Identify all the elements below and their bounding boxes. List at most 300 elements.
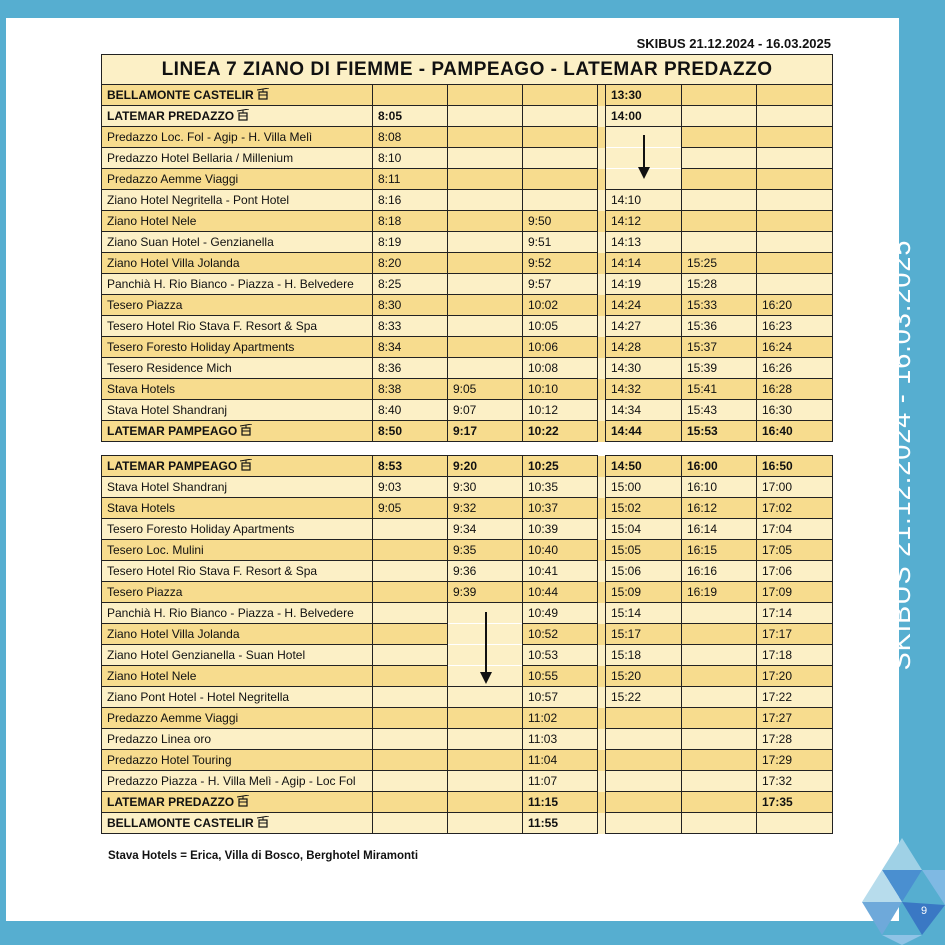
departure-time — [682, 127, 757, 148]
departure-time: 8:20 — [373, 253, 448, 274]
departure-time: 10:35 — [523, 477, 598, 498]
timetable-row — [102, 624, 833, 645]
column-gap — [598, 561, 606, 582]
departure-time — [606, 813, 682, 834]
departure-time — [606, 771, 682, 792]
departure-time — [448, 85, 523, 106]
departure-time: 15:20 — [606, 666, 682, 687]
departure-time: 9:03 — [373, 477, 448, 498]
departure-time: 17:28 — [757, 729, 833, 750]
departure-time: 10:37 — [523, 498, 598, 519]
departure-time: 17:09 — [757, 582, 833, 603]
stop-label: Tesero Loc. Mulini — [107, 543, 204, 557]
timetable-row — [102, 421, 833, 442]
timetable-row — [102, 379, 833, 400]
departure-time: 15:02 — [606, 498, 682, 519]
timetable-row — [102, 274, 833, 295]
departure-time: 17:29 — [757, 750, 833, 771]
departure-time: 10:55 — [523, 666, 598, 687]
timetable-row — [102, 813, 833, 834]
departure-time — [448, 106, 523, 127]
timetable-row — [102, 127, 833, 148]
departure-time: 16:20 — [757, 295, 833, 316]
stop-name — [102, 190, 373, 211]
departure-time: 9:51 — [523, 232, 598, 253]
departure-time — [373, 645, 448, 666]
stop-name — [102, 687, 373, 708]
stop-label: Ziano Suan Hotel - Genzianella — [107, 235, 274, 249]
stop-label: Ziano Hotel Genzianella - Suan Hotel — [107, 648, 306, 662]
column-gap — [598, 400, 606, 421]
departure-time: 17:27 — [757, 708, 833, 729]
column-gap — [598, 666, 606, 687]
stop-label: Tesero Foresto Holiday Apartments — [107, 522, 295, 536]
departure-time: 9:39 — [448, 582, 523, 603]
departure-time — [682, 750, 757, 771]
timetable-row — [102, 540, 833, 561]
departure-time: 14:50 — [606, 456, 682, 477]
departure-time: 15:22 — [606, 687, 682, 708]
departure-time: 17:04 — [757, 519, 833, 540]
departure-time: 11:55 — [523, 813, 598, 834]
departure-time: 15:39 — [682, 358, 757, 379]
departure-time — [523, 190, 598, 211]
timetable-row — [102, 358, 833, 379]
departure-time: 16:14 — [682, 519, 757, 540]
departure-time: 17:00 — [757, 477, 833, 498]
departure-time — [757, 85, 833, 106]
departure-time — [448, 211, 523, 232]
column-gap — [598, 729, 606, 750]
departure-time: 10:25 — [523, 456, 598, 477]
column-gap — [598, 519, 606, 540]
departure-time: 8:25 — [373, 274, 448, 295]
departure-time: 8:36 — [373, 358, 448, 379]
departure-time — [757, 274, 833, 295]
column-gap — [598, 358, 606, 379]
stop-label: Ziano Hotel Villa Jolanda — [107, 627, 240, 641]
departure-time — [448, 253, 523, 274]
timetable-row — [102, 337, 833, 358]
departure-time — [682, 792, 757, 813]
departure-time — [606, 729, 682, 750]
departure-time: 14:32 — [606, 379, 682, 400]
departure-time: 16:24 — [757, 337, 833, 358]
stop-name — [102, 211, 373, 232]
timetable-row — [102, 771, 833, 792]
column-gap — [598, 211, 606, 232]
bottom-frame-band — [0, 921, 945, 945]
departure-time: 10:53 — [523, 645, 598, 666]
stop-label: LATEMAR PREDAZZO — [107, 109, 235, 123]
stop-name — [102, 316, 373, 337]
timetable-row — [102, 708, 833, 729]
column-gap — [598, 148, 606, 169]
departure-time: 8:11 — [373, 169, 448, 190]
timetable-row — [102, 729, 833, 750]
stop-name — [102, 85, 373, 106]
departure-time: 9:52 — [523, 253, 598, 274]
departure-time: 15:25 — [682, 253, 757, 274]
stop-label: Ziano Hotel Nele — [107, 214, 197, 228]
departure-time — [606, 792, 682, 813]
departure-time: 8:05 — [373, 106, 448, 127]
stop-label: Ziano Pont Hotel - Hotel Negritella — [107, 690, 290, 704]
departure-time: 15:05 — [606, 540, 682, 561]
column-gap — [598, 687, 606, 708]
departure-time: 15:14 — [606, 603, 682, 624]
departure-time: 15:36 — [682, 316, 757, 337]
departure-time — [448, 687, 523, 708]
stop-label: Stava Hotels — [107, 501, 176, 515]
column-gap — [598, 379, 606, 400]
stop-name — [102, 358, 373, 379]
departure-time: 14:27 — [606, 316, 682, 337]
timetable-row — [102, 687, 833, 708]
cable-car-icon — [240, 459, 252, 471]
departure-time — [448, 148, 523, 169]
departure-time: 8:19 — [373, 232, 448, 253]
departure-time: 17:18 — [757, 645, 833, 666]
departure-time: 10:10 — [523, 379, 598, 400]
departure-time — [682, 85, 757, 106]
stop-name — [102, 582, 373, 603]
departure-time: 14:34 — [606, 400, 682, 421]
departure-time — [373, 729, 448, 750]
departure-time: 10:12 — [523, 400, 598, 421]
departure-time — [757, 127, 833, 148]
departure-time — [682, 813, 757, 834]
stop-name — [102, 148, 373, 169]
outbound-timetable — [101, 54, 833, 442]
stop-name — [102, 477, 373, 498]
departure-time: 15:33 — [682, 295, 757, 316]
departure-time — [448, 729, 523, 750]
departure-time — [682, 708, 757, 729]
departure-time — [448, 771, 523, 792]
departure-time: 14:12 — [606, 211, 682, 232]
cable-car-icon — [237, 109, 249, 121]
departure-time — [606, 708, 682, 729]
departure-time — [757, 190, 833, 211]
stop-name — [102, 519, 373, 540]
stop-name — [102, 708, 373, 729]
departure-time: 9:05 — [448, 379, 523, 400]
departure-time: 16:12 — [682, 498, 757, 519]
side-validity-label: SKIBUS 21.12.2024 - 16.03.2025 — [886, 239, 916, 671]
departure-time: 8:40 — [373, 400, 448, 421]
stop-label: Stava Hotels — [107, 382, 176, 396]
departure-time — [682, 603, 757, 624]
column-gap — [598, 750, 606, 771]
departure-time: 15:09 — [606, 582, 682, 603]
stop-label: Tesero Piazza — [107, 585, 183, 599]
stop-label: Predazzo Loc. Fol - Agip - H. Villa Melì — [107, 130, 313, 144]
departure-time — [682, 771, 757, 792]
departure-time: 17:20 — [757, 666, 833, 687]
column-gap — [598, 337, 606, 358]
column-gap — [598, 771, 606, 792]
timetable-row — [102, 316, 833, 337]
timetable-row — [102, 561, 833, 582]
departure-time: 16:19 — [682, 582, 757, 603]
departure-time: 10:41 — [523, 561, 598, 582]
timetable-row — [102, 582, 833, 603]
stop-name — [102, 561, 373, 582]
departure-time: 10:57 — [523, 687, 598, 708]
timetable-row — [102, 666, 833, 687]
departure-time — [373, 540, 448, 561]
column-gap — [598, 253, 606, 274]
stop-label: Stava Hotel Shandranj — [107, 480, 228, 494]
column-gap — [598, 295, 606, 316]
timetable-row — [102, 169, 833, 190]
departure-time: 16:15 — [682, 540, 757, 561]
departure-time — [373, 771, 448, 792]
timetable-title: LINEA 7 ZIANO DI FIEMME - PAMPEAGO - LATEMAR PREDAZZO — [102, 55, 833, 85]
return-timetable — [101, 455, 833, 834]
timetable-row — [102, 295, 833, 316]
departure-time: 15:37 — [682, 337, 757, 358]
departure-time — [682, 169, 757, 190]
departure-time: 15:53 — [682, 421, 757, 442]
departure-time: 17:14 — [757, 603, 833, 624]
departure-time — [682, 624, 757, 645]
stop-name — [102, 792, 373, 813]
departure-time — [373, 561, 448, 582]
timetable-row — [102, 400, 833, 421]
departure-time: 17:22 — [757, 687, 833, 708]
departure-time: 15:04 — [606, 519, 682, 540]
column-gap — [598, 603, 606, 624]
stop-label: Tesero Foresto Holiday Apartments — [107, 340, 295, 354]
departure-time: 13:30 — [606, 85, 682, 106]
departure-time: 8:30 — [373, 295, 448, 316]
departure-time: 17:05 — [757, 540, 833, 561]
departure-time: 15:00 — [606, 477, 682, 498]
departure-time — [448, 274, 523, 295]
stop-name — [102, 169, 373, 190]
departure-time: 14:24 — [606, 295, 682, 316]
departure-time: 15:28 — [682, 274, 757, 295]
validity-header: SKIBUS 21.12.2024 - 16.03.2025 — [636, 36, 831, 51]
stop-name — [102, 729, 373, 750]
timetable-row — [102, 498, 833, 519]
stop-name — [102, 379, 373, 400]
column-gap — [598, 316, 606, 337]
departure-time — [757, 169, 833, 190]
departure-time: 14:13 — [606, 232, 682, 253]
departure-time — [523, 148, 598, 169]
departure-time: 14:00 — [606, 106, 682, 127]
stop-label: Predazzo Linea oro — [107, 732, 212, 746]
departure-time: 16:23 — [757, 316, 833, 337]
column-gap — [598, 190, 606, 211]
timetable-row — [102, 106, 833, 127]
stop-name — [102, 127, 373, 148]
cable-car-icon — [257, 816, 269, 828]
column-gap — [598, 274, 606, 295]
departure-time: 16:30 — [757, 400, 833, 421]
departure-time: 8:16 — [373, 190, 448, 211]
timetable-row — [102, 477, 833, 498]
stop-label: LATEMAR PAMPEAGO — [107, 459, 238, 473]
departure-time — [682, 666, 757, 687]
stop-label: Stava Hotel Shandranj — [107, 403, 228, 417]
stop-label: LATEMAR PREDAZZO — [107, 795, 235, 809]
timetable-row — [102, 253, 833, 274]
departure-time — [448, 169, 523, 190]
column-gap — [598, 624, 606, 645]
stop-name — [102, 603, 373, 624]
departure-time: 11:07 — [523, 771, 598, 792]
departure-time — [373, 687, 448, 708]
departure-time — [682, 687, 757, 708]
departure-time: 8:38 — [373, 379, 448, 400]
stop-name — [102, 624, 373, 645]
stop-label: Predazzo Aemme Viaggi — [107, 172, 239, 186]
departure-time — [373, 708, 448, 729]
departure-time: 14:19 — [606, 274, 682, 295]
departure-time — [448, 295, 523, 316]
departure-time: 14:14 — [606, 253, 682, 274]
departure-time: 16:00 — [682, 456, 757, 477]
column-gap — [598, 127, 606, 148]
stop-label: Panchià H. Rio Bianco - Piazza - H. Belvedere — [107, 277, 354, 291]
stop-name — [102, 498, 373, 519]
timetable-row — [102, 211, 833, 232]
left-frame-band — [0, 0, 6, 945]
stop-label: LATEMAR PAMPEAGO — [107, 424, 238, 438]
departure-time: 9:57 — [523, 274, 598, 295]
stop-label: Predazzo Piazza - H. Villa Melì - Agip - Loc Fol — [107, 774, 356, 788]
timetable-row — [102, 792, 833, 813]
departure-time — [682, 106, 757, 127]
top-frame-band — [0, 0, 945, 18]
departure-time — [448, 358, 523, 379]
column-gap — [598, 169, 606, 190]
timetable-row — [102, 85, 833, 106]
stop-name — [102, 750, 373, 771]
departure-time — [757, 232, 833, 253]
departure-time — [448, 750, 523, 771]
stop-name — [102, 295, 373, 316]
triangle-pattern-decoration — [860, 830, 945, 945]
departure-time — [757, 148, 833, 169]
departure-time — [448, 232, 523, 253]
stop-name — [102, 106, 373, 127]
column-gap — [598, 792, 606, 813]
departure-time — [757, 253, 833, 274]
column-gap — [598, 645, 606, 666]
departure-time — [373, 603, 448, 624]
departure-time — [682, 211, 757, 232]
departure-time — [373, 582, 448, 603]
stop-label: Predazzo Hotel Touring — [107, 753, 232, 767]
arrow-down-icon — [633, 133, 655, 183]
cable-car-icon — [237, 795, 249, 807]
page-number: 9 — [920, 905, 928, 917]
departure-time: 10:05 — [523, 316, 598, 337]
departure-time — [682, 645, 757, 666]
departure-time: 11:15 — [523, 792, 598, 813]
stop-label: Ziano Hotel Nele — [107, 669, 197, 683]
departure-time — [448, 708, 523, 729]
departure-time: 9:30 — [448, 477, 523, 498]
stop-label: Tesero Hotel Rio Stava F. Resort & Spa — [107, 319, 318, 333]
timetable-row — [102, 190, 833, 211]
departure-time — [682, 148, 757, 169]
timetable-row — [102, 232, 833, 253]
departure-time — [448, 813, 523, 834]
column-gap — [598, 477, 606, 498]
departure-time — [757, 106, 833, 127]
timetable-row — [102, 645, 833, 666]
stop-name — [102, 337, 373, 358]
departure-time: 9:05 — [373, 498, 448, 519]
arrow-down-icon — [475, 610, 497, 688]
departure-time — [682, 232, 757, 253]
departure-time — [448, 190, 523, 211]
cable-car-icon — [240, 424, 252, 436]
departure-time — [606, 750, 682, 771]
departure-time: 10:08 — [523, 358, 598, 379]
departure-time: 10:06 — [523, 337, 598, 358]
departure-time: 16:10 — [682, 477, 757, 498]
departure-time — [448, 316, 523, 337]
cable-car-icon — [257, 88, 269, 100]
departure-time: 10:22 — [523, 421, 598, 442]
departure-time: 10:02 — [523, 295, 598, 316]
departure-time: 16:40 — [757, 421, 833, 442]
departure-time — [373, 624, 448, 645]
stop-name — [102, 456, 373, 477]
departure-time — [448, 127, 523, 148]
departure-time: 16:50 — [757, 456, 833, 477]
timetable-row — [102, 148, 833, 169]
departure-time: 8:34 — [373, 337, 448, 358]
departure-time — [757, 813, 833, 834]
departure-time: 8:50 — [373, 421, 448, 442]
departure-time: 9:34 — [448, 519, 523, 540]
column-gap — [598, 708, 606, 729]
departure-time — [523, 106, 598, 127]
departure-time — [448, 792, 523, 813]
stop-label: Panchià H. Rio Bianco - Piazza - H. Belvedere — [107, 606, 354, 620]
stop-name — [102, 274, 373, 295]
departure-time: 11:04 — [523, 750, 598, 771]
departure-time: 8:08 — [373, 127, 448, 148]
departure-time: 9:50 — [523, 211, 598, 232]
timetable-row — [102, 519, 833, 540]
stop-label: Ziano Hotel Negritella - Pont Hotel — [107, 193, 290, 207]
departure-time — [373, 85, 448, 106]
column-gap — [598, 106, 606, 127]
stop-label: BELLAMONTE CASTELIR — [107, 816, 254, 830]
departure-time — [523, 169, 598, 190]
column-gap — [598, 540, 606, 561]
departure-time: 9:17 — [448, 421, 523, 442]
departure-time — [373, 750, 448, 771]
departure-time — [757, 211, 833, 232]
departure-time: 16:26 — [757, 358, 833, 379]
column-gap — [598, 232, 606, 253]
departure-time: 15:06 — [606, 561, 682, 582]
departure-time: 10:52 — [523, 624, 598, 645]
departure-time: 10:44 — [523, 582, 598, 603]
stop-label: Ziano Hotel Villa Jolanda — [107, 256, 240, 270]
departure-time: 16:28 — [757, 379, 833, 400]
